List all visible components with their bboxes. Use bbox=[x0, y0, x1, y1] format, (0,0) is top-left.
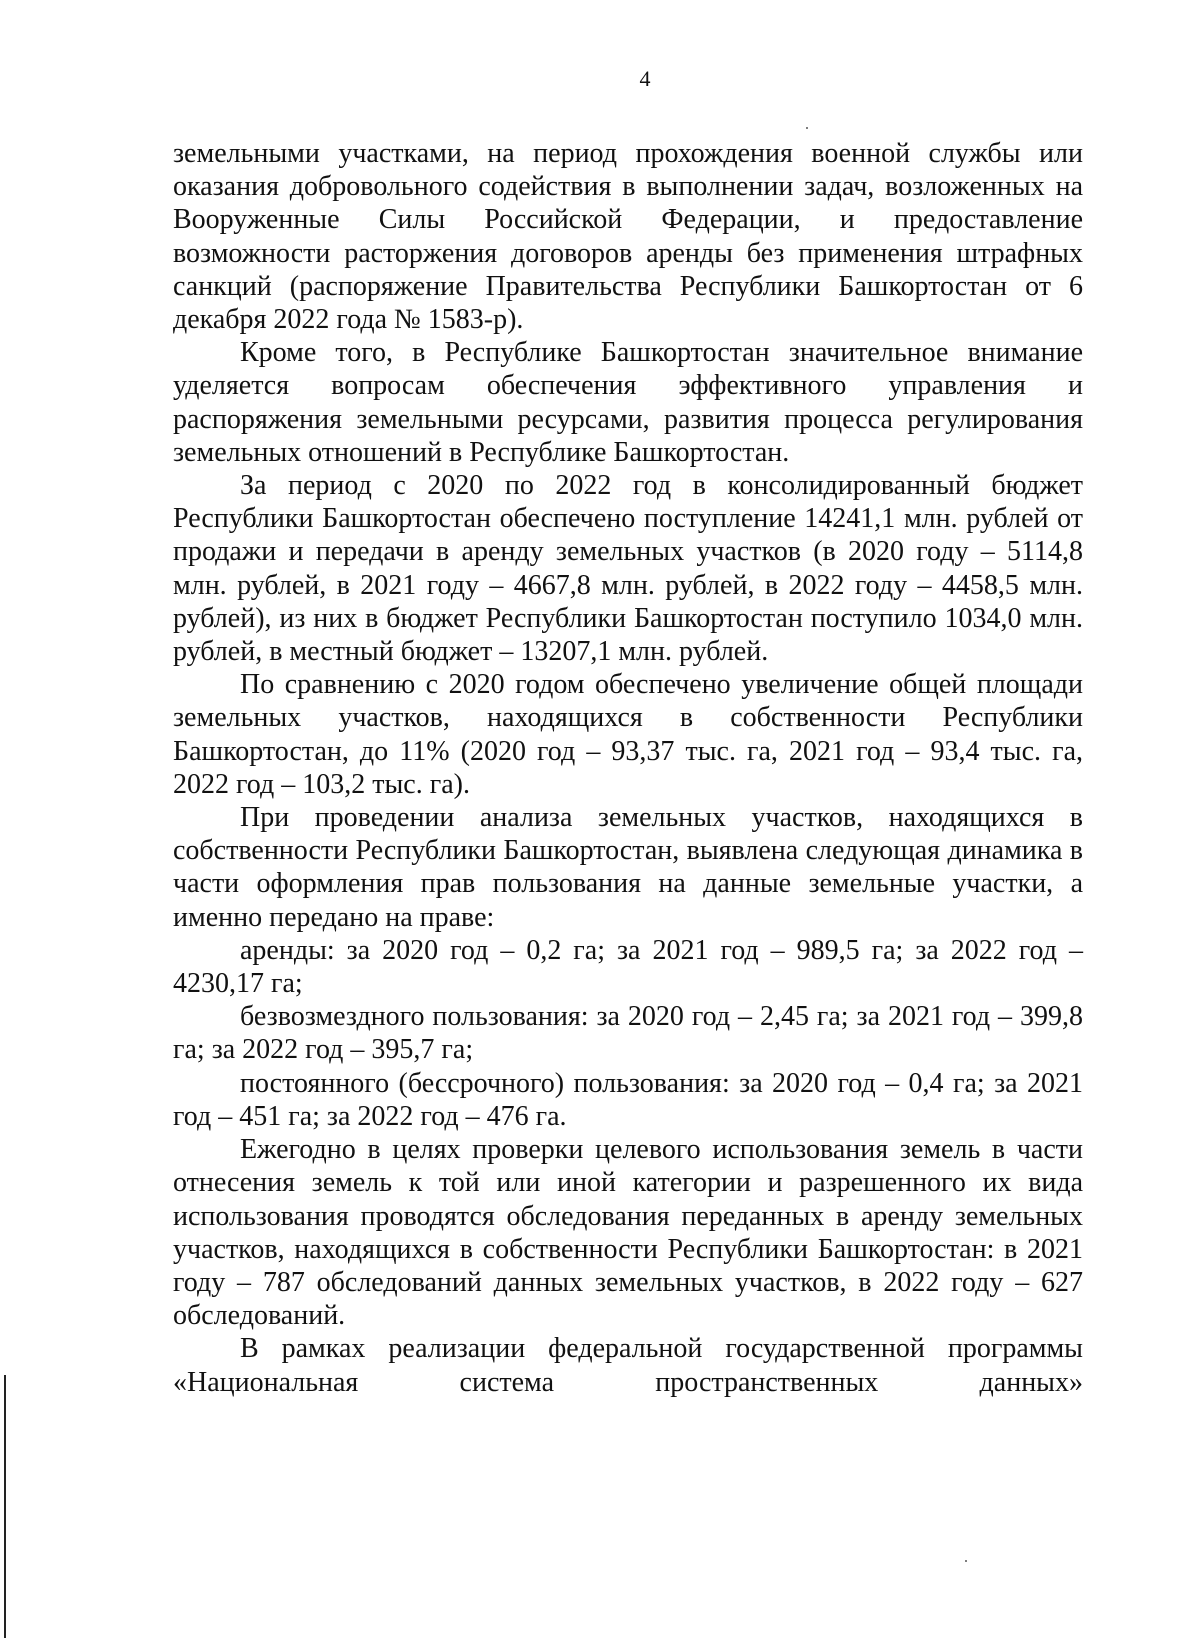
paragraph-area-increase: По сравнению с 2020 годом обеспечено увеличение общей площади земельных участков, находящихся в собственности Республики Башкортостан, до 11% (2020 год – 93,37 тыс. га, 2021 год – 93,4 тыс. га, 2022 год – 103,2 тыс. га). bbox=[173, 669, 1083, 800]
paragraph-national-program: В рамках реализации федеральной государственной программы «Национальная система пространственных данных» bbox=[173, 1333, 1083, 1398]
paragraph-free-use: безвозмездного пользования: за 2020 год – 2,45 га; за 2021 год – 399,8 га; за 2022 год – 395,7 га; bbox=[173, 1001, 1083, 1066]
paragraph-inspections: Ежегодно в целях проверки целевого использования земель в части отнесения земель к той или иной категории и разрешенного их вида использования проводятся обследования переданных в аренду земельных участков, находящихся в собственности Республики Башкортостан: в 2021 году – 787 обследований данных земельных участков, в 2022 году – 627 обследований. bbox=[173, 1134, 1083, 1332]
paragraph-budget-revenue: За период с 2020 по 2022 год в консолидированный бюджет Республики Башкортостан обеспечено поступление 14241,1 млн. рублей от продажи и передачи в аренду земельных участков (в 2020 году – 5114,8 млн. рублей, в 2021 году – 4667,8 млн. рублей, в 2022 году – 4458,5 млн. рублей), из них в бюджет Республики Башкортостан поступило 1034,0 млн. рублей, в местный бюджет – 13207,1 млн. рублей. bbox=[173, 470, 1083, 668]
scan-speck bbox=[806, 127, 808, 129]
scan-speck bbox=[965, 1560, 967, 1562]
paragraph-permanent-use: постоянного (бессрочного) пользования: за 2020 год – 0,4 га; за 2021 год – 451 га; за 2022 год – 476 га. bbox=[173, 1067, 1083, 1132]
scan-edge-mark bbox=[4, 1375, 6, 1638]
paragraph-continuation: земельными участками, на период прохождения военной службы или оказания добровольного содействия в выполнении задач, возложенных на Вооруженные Силы Российской Федерации, и предоставление возможности расторжения договоров аренды без применения штрафных санкций (распоряжение Правительства Республики Башкортостан от 6 декабря 2022 года № 1583-р). bbox=[173, 138, 1083, 336]
page-number: 4 bbox=[639, 66, 651, 91]
paragraph-rights-dynamics: При проведении анализа земельных участков, находящихся в собственности Республики Башкортостан, выявлена следующая динамика в части оформления прав пользования на данные земельные участки, а именно передано на праве: bbox=[173, 802, 1083, 933]
paragraph-land-management: Кроме того, в Республике Башкортостан значительное внимание уделяется вопросам обеспечения эффективного управления и распоряжения земельными ресурсами, развития процесса регулирования земельных отношений в Республике Башкортостан. bbox=[173, 337, 1083, 468]
document-body bbox=[173, 137, 1083, 1399]
paragraph-lease: аренды: за 2020 год – 0,2 га; за 2021 год – 989,5 га; за 2022 год – 4230,17 га; bbox=[173, 934, 1083, 1000]
